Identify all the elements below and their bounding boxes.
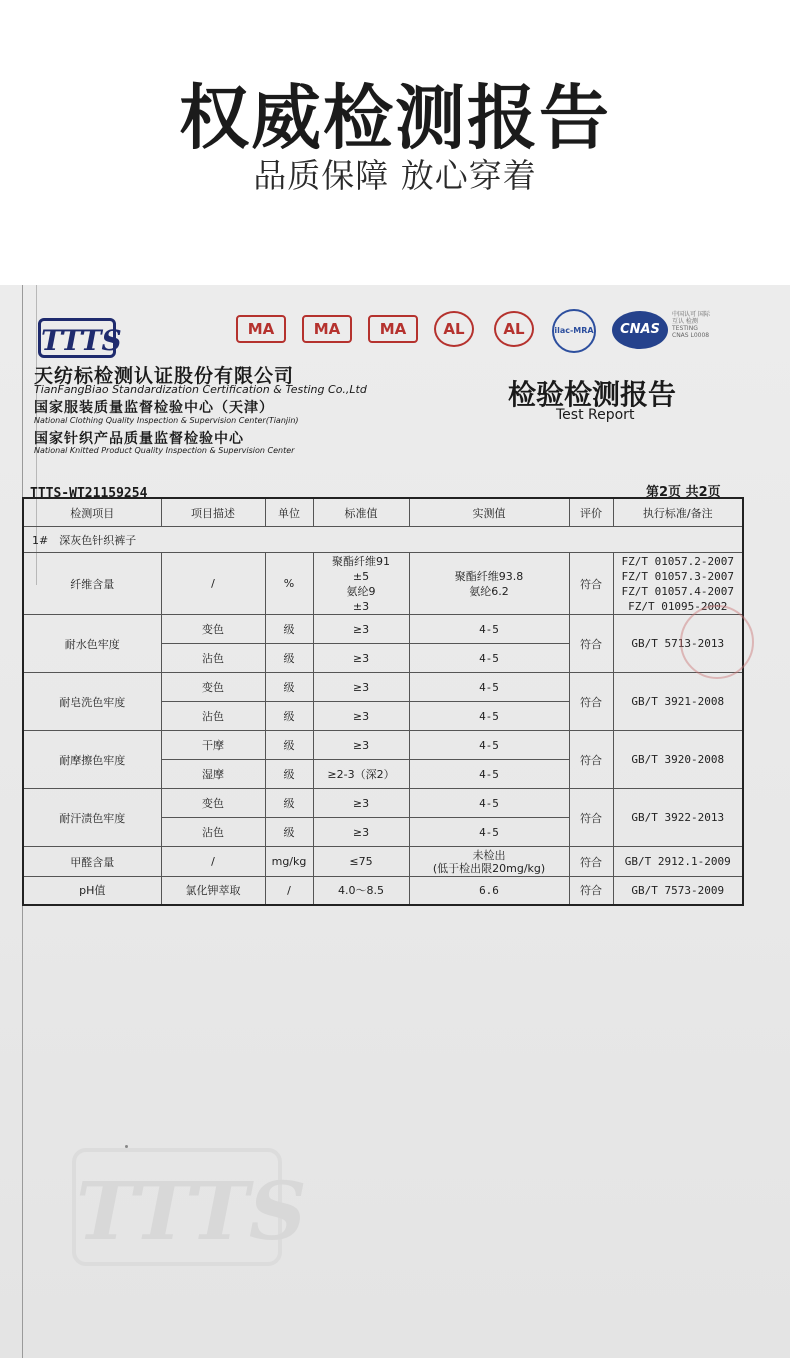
item-result: 符合 <box>569 553 613 615</box>
seal-stamp <box>680 605 754 679</box>
item-norm: GB/T 3922-2013 <box>613 789 743 847</box>
item-result: 符合 <box>569 877 613 905</box>
item-name: 耐皂洗色牢度 <box>23 673 161 731</box>
table-row <box>23 673 743 702</box>
item-measured: 6.6 <box>409 877 569 905</box>
item-result: 符合 <box>569 731 613 789</box>
norm-line: FZ/T 01057.4-2007 <box>621 584 735 598</box>
item-standard: ≥3 <box>313 789 409 818</box>
item-desc: 干摩 <box>161 731 265 760</box>
ttts-watermark: TTTS <box>72 1148 282 1266</box>
standard-line: 氨纶9 <box>346 584 376 598</box>
item-desc: 变色 <box>161 615 265 644</box>
item-result: 符合 <box>569 615 613 673</box>
item-measured: 4-5 <box>409 818 569 847</box>
item-desc: 沾色 <box>161 644 265 673</box>
cal-mark-1: AL <box>434 311 474 347</box>
item-unit: 级 <box>265 644 313 673</box>
table-row <box>23 731 743 760</box>
item-norm: GB/T 2912.1-2009 <box>613 847 743 877</box>
item-standard: ≥3 <box>313 644 409 673</box>
standard-line: 聚酯纤维91 <box>332 554 390 568</box>
measured-line: 未检出 <box>472 848 506 862</box>
org-name-en: TianFangBiao Standardization Certification & Testing Co.,Ltd <box>34 383 367 396</box>
header-cell: 实测值 <box>409 498 569 527</box>
item-desc: 氯化钾萃取 <box>161 877 265 905</box>
item-norm: GB/T 3920-2008 <box>613 731 743 789</box>
item-measured: 4-5 <box>409 731 569 760</box>
item-name: 耐汗渍色牢度 <box>23 789 161 847</box>
cma-mark-3: MA <box>368 315 418 343</box>
header-cell: 执行标准/备注 <box>613 498 743 527</box>
item-name: 甲醛含量 <box>23 847 161 877</box>
item-measured: 4-5 <box>409 760 569 789</box>
table-row <box>23 847 743 877</box>
center-name-en-2: National Knitted Product Quality Inspection & Supervision Center <box>34 446 295 455</box>
header-cell: 单位 <box>265 498 313 527</box>
item-standard: ≥3 <box>313 673 409 702</box>
item-name: 耐摩擦色牢度 <box>23 731 161 789</box>
norm-line: FZ/T 01095-2002 <box>628 599 728 613</box>
item-name: 纤维含量 <box>23 553 161 615</box>
item-measured: 4-5 <box>409 673 569 702</box>
measured-line: (低于检出限20mg/kg) <box>432 861 546 875</box>
item-standard: ≥3 <box>313 702 409 731</box>
header-cell: 检测项目 <box>23 498 161 527</box>
item-standard: ≥3 <box>313 731 409 760</box>
header-cell: 项目描述 <box>161 498 265 527</box>
item-measured: 4-5 <box>409 702 569 731</box>
sample-name: 1# 深灰色针织裤子 <box>23 527 743 553</box>
table-row <box>23 615 743 644</box>
item-desc: 沾色 <box>161 702 265 731</box>
hero-title: 权威检测报告 <box>179 77 611 159</box>
table-header-row <box>23 498 743 527</box>
item-desc: 湿摩 <box>161 760 265 789</box>
item-result: 符合 <box>569 847 613 877</box>
item-standard: ≥3 <box>313 615 409 644</box>
item-unit: 级 <box>265 760 313 789</box>
standard-line: ±5 <box>352 569 370 583</box>
cnas-mark: CNAS <box>612 311 668 349</box>
table-row <box>23 877 743 905</box>
item-name: 耐水色牢度 <box>23 615 161 673</box>
item-norm: GB/T 3921-2008 <box>613 673 743 731</box>
item-standard: 4.0～8.5 <box>313 877 409 905</box>
center-name-cn-1: 国家服装质量监督检验中心（天津） <box>34 400 274 416</box>
cnas-caption: 中国认可 国际互认 检测 TESTING CNAS L0008 <box>672 311 710 339</box>
item-desc: / <box>161 847 265 877</box>
table-row <box>23 789 743 818</box>
ttts-logo: TTTS <box>38 318 116 358</box>
item-desc: 变色 <box>161 673 265 702</box>
sample-row <box>23 527 743 553</box>
item-result: 符合 <box>569 789 613 847</box>
item-measured: 4-5 <box>409 644 569 673</box>
item-unit: 级 <box>265 731 313 760</box>
standard-line: ±3 <box>352 599 370 613</box>
center-name-en-1: National Clothing Quality Inspection & Supervision Center(Tianjin) <box>34 416 299 425</box>
org-name-cn: 天纺标检测认证股份有限公司 <box>34 365 295 387</box>
item-standard: ≥2-3（深2） <box>313 760 409 789</box>
item-measured: 4-5 <box>409 789 569 818</box>
measured-line: 聚酯纤维93.8 <box>454 569 524 583</box>
report-number: TTTS-WT21159254 <box>30 486 148 501</box>
norm-line: FZ/T 01057.2-2007 <box>621 554 735 568</box>
item-unit: 级 <box>265 615 313 644</box>
item-unit: mg/kg <box>265 847 313 877</box>
item-unit: 级 <box>265 673 313 702</box>
cal-mark-2: AL <box>494 311 534 347</box>
item-standard: ≤75 <box>313 847 409 877</box>
item-unit: 级 <box>265 702 313 731</box>
table-row <box>23 553 743 615</box>
item-desc: 沾色 <box>161 818 265 847</box>
item-unit: % <box>265 553 313 615</box>
item-norm: GB/T 7573-2009 <box>613 877 743 905</box>
norm-line: FZ/T 01057.3-2007 <box>621 569 735 583</box>
hero-subtitle: 品质保障 放心穿着 <box>253 156 537 195</box>
item-name: pH值 <box>23 877 161 905</box>
cma-mark-2: MA <box>302 315 352 343</box>
test-results-table <box>22 497 744 906</box>
header-cell: 评价 <box>569 498 613 527</box>
item-unit: 级 <box>265 789 313 818</box>
hero-banner <box>0 0 790 285</box>
item-standard: ≥3 <box>313 818 409 847</box>
cma-mark-1: MA <box>236 315 286 343</box>
measured-line: 氨纶6.2 <box>469 584 509 598</box>
item-result: 符合 <box>569 673 613 731</box>
item-standard <box>313 553 409 615</box>
report-title-en: Test Report <box>556 407 635 423</box>
ilac-mra-mark: ilac-MRA <box>552 309 596 353</box>
header-cell: 标准值 <box>313 498 409 527</box>
item-desc: 变色 <box>161 789 265 818</box>
page-number: 第2页 共2页 <box>646 485 721 500</box>
item-unit: 级 <box>265 818 313 847</box>
item-measured: 4-5 <box>409 615 569 644</box>
item-unit: / <box>265 877 313 905</box>
item-desc: / <box>161 553 265 615</box>
report-title: 检验检测报告 <box>508 378 677 411</box>
item-norm: GB/T 5713-2013 <box>613 615 743 673</box>
center-name-cn-2: 国家针织产品质量监督检验中心 <box>34 431 244 447</box>
item-measured <box>409 847 569 877</box>
item-measured <box>409 553 569 615</box>
